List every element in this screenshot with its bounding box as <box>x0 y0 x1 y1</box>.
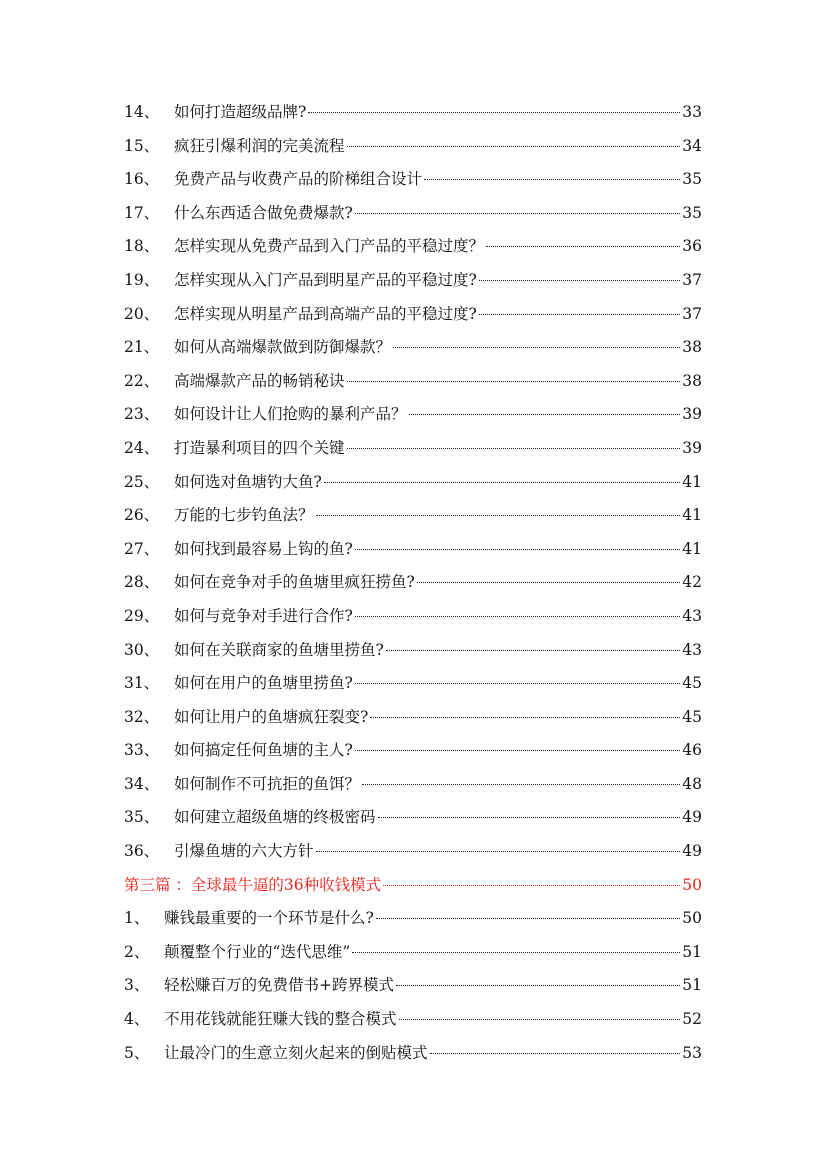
toc-entry-number: 26、 <box>124 506 160 525</box>
dot-leader <box>486 246 680 247</box>
toc-entry[interactable] <box>124 768 702 802</box>
toc-entry-number: 32、 <box>124 707 160 726</box>
toc-entry-page-number: 52 <box>682 1010 702 1029</box>
toc-entry-page-number: 41 <box>682 539 702 558</box>
toc-entry[interactable] <box>124 230 702 264</box>
toc-entry-number: 34、 <box>124 774 160 793</box>
toc-entry-number: 20、 <box>124 304 160 323</box>
toc-entry[interactable] <box>124 533 702 567</box>
toc-entry[interactable] <box>124 298 702 332</box>
toc-entry[interactable] <box>124 163 702 197</box>
toc-entry-number: 23、 <box>124 405 160 424</box>
toc-entry-number: 24、 <box>124 438 160 457</box>
toc-entry-title: 如何让用户的鱼塘疯狂裂变? <box>174 707 369 726</box>
toc-entry-page-number: 36 <box>682 237 702 256</box>
toc-entry-title: 如何在关联商家的鱼塘里捞鱼? <box>174 640 384 659</box>
toc-entry-page-number: 50 <box>682 875 702 894</box>
toc-entry[interactable] <box>124 701 702 735</box>
toc-entry-title: 什么东西适合做免费爆款? <box>174 203 353 222</box>
toc-entry-page-number: 37 <box>682 270 702 289</box>
toc-entry-page-number: 41 <box>682 472 702 491</box>
toc-entry-number: 1、 <box>124 909 150 928</box>
toc-entry-number: 18、 <box>124 237 160 256</box>
toc-entry-number: 33、 <box>124 741 160 760</box>
dot-leader <box>409 414 681 415</box>
toc-entry-page-number: 48 <box>682 774 702 793</box>
dot-leader <box>396 985 680 986</box>
toc-entry-page-number: 42 <box>682 573 702 592</box>
dot-leader <box>386 650 680 651</box>
dot-leader <box>355 616 680 617</box>
toc-entry[interactable] <box>124 197 702 231</box>
toc-entry-title: 如何搞定任何鱼塘的主人? <box>174 741 353 760</box>
toc-entry-title: 如何与竞争对手进行合作? <box>174 606 353 625</box>
toc-entry-number: 30、 <box>124 640 160 659</box>
toc-entry-title: 如何打造超级品牌? <box>174 103 307 121</box>
toc-entry-page-number: 49 <box>682 842 702 861</box>
toc-entry-page-number: 38 <box>682 371 702 390</box>
toc-entry-title: 如何设计让人们抢购的暴利产品？ <box>174 405 407 424</box>
toc-entry[interactable] <box>124 499 702 533</box>
dot-leader <box>430 1053 681 1054</box>
toc-entry-title: 高端爆款产品的畅销秘诀 <box>174 371 345 390</box>
table-of-contents <box>124 96 702 1070</box>
toc-entry-title: 怎样实现从免费产品到入门产品的平稳过度？ <box>174 237 485 256</box>
toc-entry[interactable] <box>124 969 702 1003</box>
toc-entry-page-number: 39 <box>682 438 702 457</box>
toc-entry-number: 2、 <box>124 942 150 961</box>
toc-entry[interactable] <box>124 365 702 399</box>
toc-entry[interactable] <box>124 902 702 936</box>
dot-leader <box>347 381 681 382</box>
toc-entry[interactable] <box>124 264 702 298</box>
toc-entry-title: 轻松赚百万的免费借书+跨界模式 <box>164 976 394 995</box>
toc-entry-page-number: 35 <box>682 170 702 189</box>
toc-entry-title: 怎样实现从入门产品到明星产品的平稳过度? <box>174 270 477 289</box>
dot-leader <box>355 683 680 684</box>
toc-entry-page-number: 37 <box>682 304 702 323</box>
toc-entry-page-number: 50 <box>682 909 702 928</box>
dot-leader <box>393 347 680 348</box>
dot-leader <box>399 1019 681 1020</box>
toc-entry[interactable] <box>124 936 702 970</box>
toc-entry-page-number: 43 <box>682 606 702 625</box>
toc-entry[interactable] <box>124 331 702 365</box>
toc-entry-title: 赚钱最重要的一个环节是什么? <box>164 909 374 928</box>
toc-entry-number: 16、 <box>124 170 160 189</box>
toc-entry[interactable] <box>124 96 702 130</box>
toc-entry[interactable] <box>124 398 702 432</box>
toc-entry[interactable] <box>124 566 702 600</box>
toc-entry-title: 如何从高端爆款做到防御爆款？ <box>174 338 392 357</box>
toc-entry-title: 免费产品与收费产品的阶梯组合设计 <box>174 170 423 189</box>
toc-entry-title: 让最冷门的生意立刻火起来的倒贴模式 <box>164 1043 428 1062</box>
toc-entry-number: 31、 <box>124 674 160 693</box>
toc-entry-title: 如何在用户的鱼塘里捞鱼? <box>174 674 353 693</box>
toc-entry-page-number: 33 <box>682 103 702 121</box>
toc-entry-title: 如何在竞争对手的鱼塘里疯狂捞鱼? <box>174 573 415 592</box>
toc-entry-number: 3、 <box>124 976 150 995</box>
toc-entry-page-number: 53 <box>682 1043 702 1062</box>
toc-entry[interactable] <box>124 1037 702 1071</box>
toc-entry-number: 15、 <box>124 136 160 155</box>
toc-entry-page-number: 51 <box>682 976 702 995</box>
dot-leader <box>417 582 680 583</box>
toc-entry-page-number: 38 <box>682 338 702 357</box>
toc-entry-title: 疯狂引爆利润的完美流程 <box>174 136 345 155</box>
toc-entry-number: 14、 <box>124 103 160 121</box>
dot-leader <box>308 112 680 113</box>
toc-entry-number: 28、 <box>124 573 160 592</box>
toc-entry[interactable] <box>124 634 702 668</box>
dot-leader <box>347 146 681 147</box>
toc-entry-title: 打造暴利项目的四个关键 <box>174 438 345 457</box>
dot-leader <box>355 213 680 214</box>
toc-entry-title: 不用花钱就能狂赚大钱的整合模式 <box>164 1010 397 1029</box>
toc-entry-page-number: 49 <box>682 808 702 827</box>
toc-entry-number: 4、 <box>124 1010 150 1029</box>
toc-entry[interactable] <box>124 466 702 500</box>
toc-entry-page-number: 45 <box>682 707 702 726</box>
toc-entry-title: 颠覆整个行业的“迭代思维” <box>164 942 351 961</box>
dot-leader <box>316 515 681 516</box>
dot-leader <box>370 717 680 718</box>
toc-entry-title: 如何选对鱼塘钓大鱼? <box>174 472 322 491</box>
toc-entry-title: 万能的七步钓鱼法？ <box>174 506 314 525</box>
dot-leader <box>378 817 681 818</box>
toc-entry-number: 29、 <box>124 606 160 625</box>
dot-leader <box>352 952 680 953</box>
toc-entry[interactable] <box>124 734 702 768</box>
dot-leader <box>316 851 681 852</box>
toc-entry-number: 36、 <box>124 842 160 861</box>
toc-entry-title: 引爆鱼塘的六大方针 <box>174 842 314 861</box>
dot-leader <box>355 750 680 751</box>
toc-entry[interactable] <box>124 801 702 835</box>
toc-entry-page-number: 45 <box>682 674 702 693</box>
toc-entry-title: 如何找到最容易上钩的鱼? <box>174 539 353 558</box>
toc-entry-page-number: 51 <box>682 942 702 961</box>
toc-entry-number: 35、 <box>124 808 160 827</box>
dot-leader <box>424 179 680 180</box>
toc-entry-page-number: 46 <box>682 741 702 760</box>
toc-entry[interactable] <box>124 1003 702 1037</box>
toc-entry-page-number: 41 <box>682 506 702 525</box>
dot-leader <box>324 482 680 483</box>
dot-leader <box>376 918 680 919</box>
toc-entry-page-number: 35 <box>682 203 702 222</box>
toc-entry-page-number: 43 <box>682 640 702 659</box>
toc-entry[interactable] <box>124 835 702 869</box>
dot-leader <box>355 549 680 550</box>
dot-leader <box>347 448 681 449</box>
dot-leader <box>362 784 680 785</box>
toc-entry-page-number: 39 <box>682 405 702 424</box>
toc-entry-number: 22、 <box>124 371 160 390</box>
dot-leader <box>479 314 680 315</box>
toc-part-heading[interactable] <box>124 869 702 903</box>
toc-entry-number: 17、 <box>124 203 160 222</box>
dot-leader <box>383 885 680 886</box>
toc-entry-title: 如何建立超级鱼塘的终极密码 <box>174 808 376 827</box>
dot-leader <box>479 280 680 281</box>
toc-entry-title: 如何制作不可抗拒的鱼饵？ <box>174 774 361 793</box>
toc-entry-number: 21、 <box>124 338 160 357</box>
toc-entry-title: 怎样实现从明星产品到高端产品的平稳过度? <box>174 304 477 323</box>
toc-entry-title: 第三篇 ：全球最牛逼的36种收钱模式 <box>124 875 382 894</box>
toc-entry[interactable] <box>124 667 702 701</box>
toc-entry-page-number: 34 <box>682 136 702 155</box>
toc-entry-number: 27、 <box>124 539 160 558</box>
toc-entry[interactable] <box>124 600 702 634</box>
toc-entry-number: 5、 <box>124 1043 150 1062</box>
toc-entry-number: 25、 <box>124 472 160 491</box>
toc-entry[interactable] <box>124 130 702 164</box>
toc-entry-number: 19、 <box>124 270 160 289</box>
toc-entry[interactable] <box>124 432 702 466</box>
